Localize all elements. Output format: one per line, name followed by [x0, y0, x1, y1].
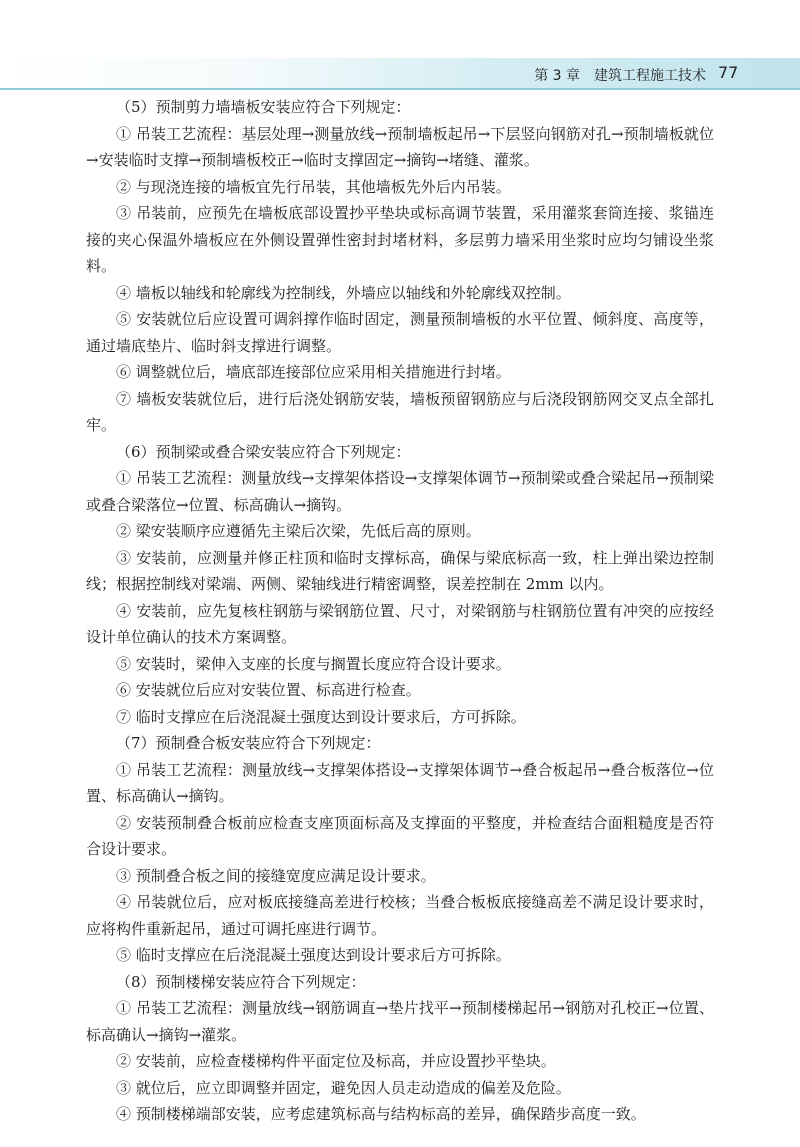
paragraph: ⑤ 安装就位后应设置可调斜撑作临时固定，测量预制墙板的水平位置、倾斜度、高度等，通过墙底垫片、临时斜支撑进行调整。: [86, 310, 714, 355]
paragraph: ③ 吊装前，应预先在墙板底部设置抄平垫块或标高调节装置，采用灌浆套筒连接、浆锚连接的夹心保温外墙板应在外侧设置弹性密封封堵材料，多层剪力墙采用坐浆时应均匀铺设坐浆料。: [86, 204, 714, 275]
paragraph: （5）预制剪力墙墙板安装应符合下列规定：: [116, 98, 411, 116]
paragraph: （8）预制楼梯安装应符合下列规定：: [116, 972, 366, 991]
paragraph: ① 吊装工艺流程：基层处理→测量放线→预制墙板起吊→下层竖向钢筋对孔→预制墙板就位→安装临时支撑→预制墙板校正→临时支撑固定→摘钩→堵缝、灌浆。: [86, 124, 714, 169]
paragraph: ③ 就位后，应立即调整并固定，避免因人员走动造成的偏差及危险。: [116, 1078, 571, 1097]
paragraph: ⑦ 临时支撑应在后浇混凝土强度达到设计要求后，方可拆除。: [116, 707, 526, 726]
paragraph: ⑥ 安装就位后应对安装位置、标高进行检查。: [116, 681, 421, 699]
paragraph: （7）预制叠合板安装应符合下列规定：: [116, 734, 381, 752]
running-header: [0, 58, 800, 88]
paragraph: ⑤ 临时支撑应在后浇混凝土强度达到设计要求后方可拆除。: [116, 946, 511, 964]
paragraph: （6）预制梁或叠合梁安装应符合下列规定：: [116, 442, 411, 461]
paragraph: ③ 安装前，应测量并修正柱顶和临时支撑标高，确保与梁底标高一致，柱上弹出梁边控制线；根据控制线对梁端、两侧、梁轴线进行精密调整，误差控制在 2mm 以内。: [86, 548, 714, 593]
paragraph: ④ 预制楼梯端部安装，应考虑建筑标高与结构标高的差异，确保踏步高度一致。: [116, 1105, 646, 1123]
paragraph: ④ 安装前，应先复核柱钢筋与梁钢筋位置、尺寸，对梁钢筋与柱钢筋位置有冲突的应按经设计单位确认的技术方案调整。: [86, 601, 714, 646]
paragraph: ① 吊装工艺流程：测量放线→钢筋调直→垫片找平→预制楼梯起吊→钢筋对孔校正→位置、标高确认→摘钩→灌浆。: [86, 999, 714, 1044]
paragraph: ① 吊装工艺流程：测量放线→支撑架体搭设→支撑架体调节→预制梁或叠合梁起吊→预制梁或叠合梁落位→位置、标高确认→摘钩。: [86, 469, 714, 514]
paragraph: ① 吊装工艺流程：测量放线→支撑架体搭设→支撑架体调节→叠合板起吊→叠合板落位→位置、标高确认→摘钩。: [86, 760, 714, 805]
page-number: 77: [718, 63, 739, 82]
body-text: [86, 94, 714, 1128]
paragraph: ④ 墙板以轴线和轮廓线为控制线，外墙应以轴线和外轮廓线双控制。: [116, 283, 571, 302]
paragraph: ③ 预制叠合板之间的接缝宽度应满足设计要求。: [116, 866, 436, 885]
paragraph: ② 安装预制叠合板前应检查支座顶面标高及支撑面的平整度，并检查结合面粗糙度是否符合设计要求。: [86, 813, 714, 858]
paragraph: ② 安装前，应检查楼梯构件平面定位及标高，并应设置抄平垫块。: [116, 1052, 556, 1070]
paragraph: ⑥ 调整就位后，墙底部连接部位应采用相关措施进行封堵。: [116, 363, 511, 381]
paragraph: ⑦ 墙板安装就位后，进行后浇处钢筋安装，墙板预留钢筋应与后浇段钢筋网交叉点全部扎牢。: [86, 389, 714, 434]
chapter-title: 第 3 章 建筑工程施工技术: [534, 68, 706, 84]
paragraph: ⑤ 安装时，梁伸入支座的长度与搁置长度应符合设计要求。: [116, 654, 511, 673]
paragraph: ② 梁安装顺序应遵循先主梁后次梁，先低后高的原则。: [116, 522, 481, 540]
paragraph: ② 与现浇连接的墙板宜先行吊装，其他墙板先外后内吊装。: [116, 177, 511, 196]
paragraph: ④ 吊装就位后，应对板底接缝高差进行校核；当叠合板板底接缝高差不满足设计要求时，应将构件重新起吊，通过可调托座进行调节。: [86, 893, 714, 938]
header-rule: [0, 88, 800, 90]
